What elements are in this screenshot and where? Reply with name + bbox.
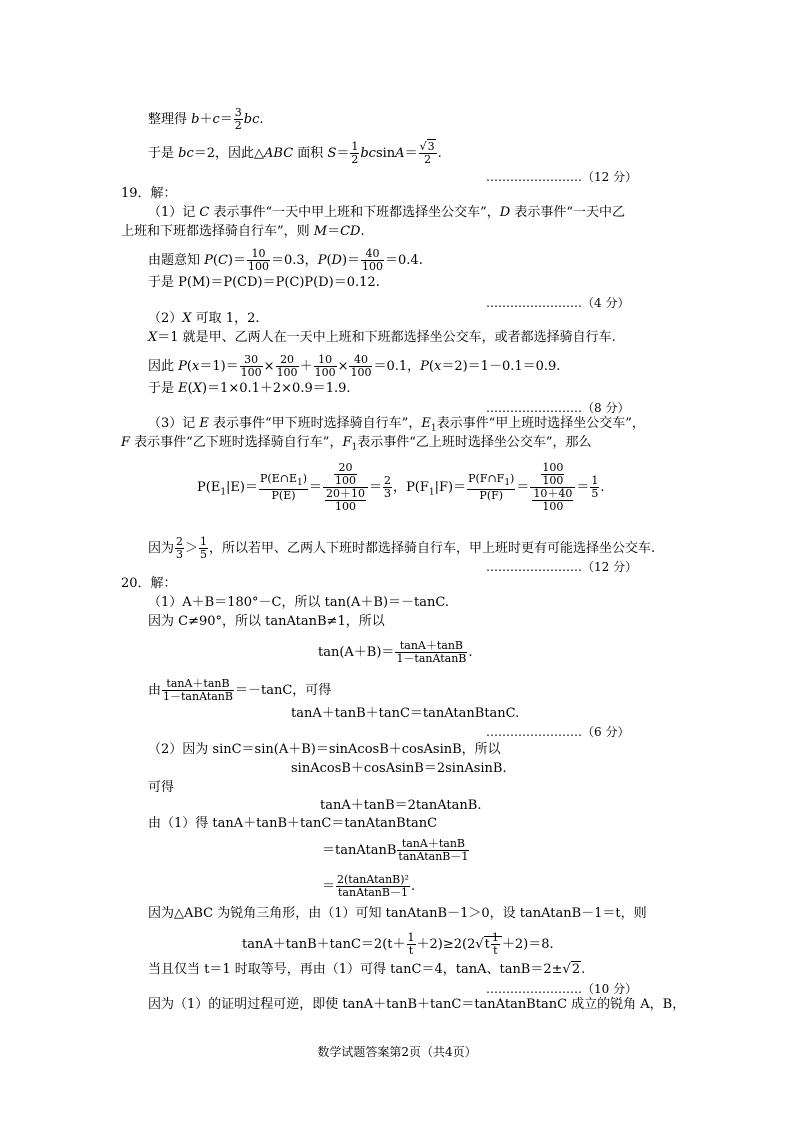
numerator: 20 bbox=[334, 462, 357, 475]
text: ＝－tanC，可得 bbox=[234, 683, 332, 698]
text: D bbox=[331, 253, 342, 268]
numerator: 10 bbox=[314, 354, 337, 367]
text: |E)＝ bbox=[226, 480, 258, 495]
fraction bbox=[395, 640, 467, 665]
display-formula bbox=[322, 874, 415, 899]
radicand: 3 bbox=[427, 140, 435, 153]
text: ＝ bbox=[516, 480, 530, 495]
denominator: 100 bbox=[362, 260, 384, 273]
numerator: 1 bbox=[351, 140, 359, 153]
text-line: 于是 P(M)＝P(CD)＝P(C)P(D)＝0.12. bbox=[148, 275, 380, 290]
text: （3）记 bbox=[148, 416, 200, 431]
text: ＝ bbox=[327, 224, 341, 239]
question-number: 19．解： bbox=[121, 186, 177, 201]
text: 表示事件“一天中甲上班和下班都选择坐公交车”， bbox=[209, 205, 500, 220]
denominator: 1－tanAtanB bbox=[396, 652, 467, 665]
numerator: 10＋40 bbox=[533, 487, 573, 500]
text: × bbox=[337, 359, 349, 374]
text: （2） bbox=[148, 311, 183, 326]
denominator: 3 bbox=[384, 487, 392, 500]
fraction bbox=[162, 678, 234, 703]
text: ＝ bbox=[576, 480, 590, 495]
text: 因为 bbox=[148, 541, 175, 556]
denominator: 3 bbox=[176, 548, 184, 561]
fraction bbox=[325, 488, 366, 513]
question-number: 20．解： bbox=[121, 576, 177, 591]
text-line bbox=[148, 416, 645, 437]
page-footer: 数学试题答案第2页（共4页） bbox=[317, 1045, 477, 1059]
text: bc bbox=[360, 146, 376, 161]
text-line: （1）A＋B＝180°－C，所以 tan(A＋B)＝－tanC. bbox=[148, 595, 449, 610]
text: （1）记 bbox=[148, 205, 200, 220]
fraction bbox=[276, 354, 299, 379]
text: ＋ bbox=[299, 359, 313, 374]
text: ， bbox=[393, 480, 407, 495]
numerator: 40 bbox=[361, 248, 384, 261]
numerator: 10 bbox=[247, 248, 270, 261]
fraction bbox=[314, 354, 337, 379]
denominator: 5 bbox=[591, 487, 599, 500]
text: 上班和下班都选择骑自行车”，则 bbox=[121, 224, 314, 239]
text: ，所以若甲、乙两人下班时都选择骑自行车，甲上班时更有可能选择坐公交车. bbox=[209, 541, 656, 556]
denominator: t bbox=[408, 944, 414, 957]
text-line bbox=[148, 141, 442, 166]
text: . bbox=[437, 146, 442, 161]
numerator: 20 bbox=[276, 354, 299, 367]
denominator: 100 bbox=[542, 500, 564, 513]
denominator: tanAtanB－1 bbox=[338, 886, 408, 899]
fraction bbox=[234, 107, 243, 132]
text: 整理得 bbox=[148, 112, 192, 127]
text: )＝ bbox=[341, 253, 361, 268]
text: . bbox=[468, 645, 473, 660]
text: P bbox=[317, 253, 327, 268]
denominator: 2 bbox=[234, 119, 242, 132]
text: ＝2，因此△ bbox=[193, 146, 265, 161]
fraction bbox=[590, 475, 599, 500]
display-formula bbox=[318, 640, 473, 665]
text: ＋2)≥2(2 bbox=[416, 937, 476, 952]
numerator: 20＋10 bbox=[326, 487, 366, 500]
fraction bbox=[419, 141, 437, 166]
text: D bbox=[499, 205, 511, 220]
compound-fraction bbox=[323, 462, 368, 513]
text: ABC bbox=[264, 146, 294, 161]
numerator: 1 bbox=[407, 931, 415, 944]
fraction bbox=[199, 536, 208, 561]
text: E bbox=[199, 416, 209, 431]
subscript: 1 bbox=[428, 487, 435, 498]
text: CD bbox=[340, 224, 361, 239]
text: × bbox=[263, 359, 275, 374]
text: 表示事件“一天中乙 bbox=[510, 205, 626, 220]
denominator: 100 bbox=[240, 366, 262, 379]
text-line bbox=[148, 311, 260, 327]
denominator: P(F) bbox=[479, 489, 504, 503]
score-marker: ……………………（8 分） bbox=[486, 401, 630, 415]
numerator: 2(tanAtanB)² bbox=[337, 873, 409, 886]
text-line bbox=[121, 224, 365, 240]
text: X bbox=[192, 381, 202, 396]
display-formula: tanA＋tanB＋tanC＝2(t＋ $\frac{1}{t}$ ＋2)≥2(2√t $\frac{1}{t}$ ＋2)＝8. bbox=[242, 931, 554, 957]
numerator bbox=[323, 462, 368, 488]
fraction bbox=[350, 141, 359, 166]
numerator: 1 bbox=[491, 931, 499, 944]
fraction bbox=[383, 475, 392, 500]
denominator bbox=[323, 488, 368, 513]
text: P bbox=[420, 359, 429, 374]
fraction bbox=[361, 248, 384, 273]
score-marker: ……………………（10 分） bbox=[486, 982, 638, 996]
denominator: P(E) bbox=[271, 489, 296, 503]
text-line bbox=[148, 354, 560, 379]
subscript: 1 bbox=[351, 442, 358, 453]
fraction bbox=[532, 488, 573, 513]
denominator bbox=[530, 488, 575, 513]
fraction bbox=[240, 354, 263, 379]
text: c bbox=[212, 112, 220, 127]
denominator: 100 bbox=[542, 474, 564, 487]
text: E bbox=[421, 416, 431, 431]
fraction bbox=[491, 932, 500, 957]
fraction bbox=[259, 473, 308, 502]
text: tan(A＋B)＝ bbox=[318, 645, 395, 660]
score-marker: ……………………（4 分） bbox=[486, 296, 630, 310]
denominator: 100 bbox=[335, 500, 357, 513]
text: ＝0.4. bbox=[385, 253, 423, 268]
display-formula: tanA＋tanB＝2tanAtanB. bbox=[320, 798, 482, 813]
text: 因此 bbox=[148, 359, 179, 374]
text: . bbox=[259, 112, 264, 127]
text: ( bbox=[326, 253, 332, 268]
numerator bbox=[467, 473, 515, 490]
numerator bbox=[530, 462, 575, 488]
denominator: tanAtanB－1 bbox=[398, 850, 469, 863]
display-formula bbox=[322, 838, 470, 863]
text: ＝ bbox=[336, 146, 350, 161]
numerator bbox=[259, 473, 308, 490]
text: ＞ bbox=[185, 541, 199, 556]
text: X bbox=[148, 330, 158, 345]
text: P(F bbox=[406, 480, 429, 495]
subscript: 1 bbox=[220, 487, 227, 498]
text-line bbox=[148, 205, 625, 221]
text: 由 bbox=[148, 683, 162, 698]
text: 表示事件“甲上班时选择坐公交车”， bbox=[436, 416, 645, 431]
text: ( bbox=[428, 359, 434, 374]
text: )＝1×0.1＋2×0.9＝1.9. bbox=[201, 381, 351, 396]
text-line bbox=[148, 678, 331, 703]
text: 于是 bbox=[148, 146, 179, 161]
denominator: 5 bbox=[200, 548, 208, 561]
text: P bbox=[178, 359, 187, 374]
numerator: 2 bbox=[176, 535, 184, 548]
text-line: 因为 C≠90°，所以 tanAtanB≠1，所以 bbox=[148, 614, 385, 629]
display-formula: tanA＋tanB＋tanC＝tanAtanBtanC. bbox=[291, 706, 520, 721]
text: 表示事件“乙上班时选择坐公交车”，那么 bbox=[357, 435, 592, 450]
compound-fraction bbox=[530, 462, 575, 513]
numerator: tanA＋tanB bbox=[162, 678, 234, 691]
text: ＝1 就是甲、乙两人在一天中上班和下班都选择坐公交车，或者都选择骑自行车. bbox=[157, 330, 616, 345]
display-formula: sinAcosB＋cosAsinB＝2sinAsinB. bbox=[291, 761, 507, 776]
text: b bbox=[191, 112, 200, 127]
subscript: 1 bbox=[430, 423, 437, 434]
text: ＝ bbox=[219, 112, 233, 127]
numerator: 3 bbox=[234, 106, 242, 119]
text: t bbox=[484, 937, 490, 952]
text: . bbox=[360, 224, 365, 239]
text: ) bbox=[510, 471, 515, 485]
text: S bbox=[327, 146, 337, 161]
denominator: 2 bbox=[424, 153, 432, 166]
fraction bbox=[467, 473, 515, 502]
denominator: 100 bbox=[276, 366, 298, 379]
text: ＋2)＝8. bbox=[501, 937, 554, 952]
subscript: 1 bbox=[504, 478, 511, 489]
radicand bbox=[484, 931, 502, 957]
denominator: t bbox=[493, 944, 498, 957]
text: ＝ bbox=[322, 879, 336, 894]
text-line: 由（1）得 tanA＋tanB＋tanC＝tanAtanBtanC bbox=[148, 816, 438, 831]
text: P(E bbox=[197, 480, 221, 495]
text: bc bbox=[178, 146, 194, 161]
fraction bbox=[247, 248, 270, 273]
denominator: 100 bbox=[314, 366, 336, 379]
numerator: 2 bbox=[384, 474, 392, 487]
text: x bbox=[434, 359, 442, 374]
denominator: 100 bbox=[335, 474, 357, 487]
text: sin bbox=[375, 146, 396, 161]
text: ( bbox=[186, 359, 192, 374]
numerator: tanA＋tanB bbox=[395, 640, 467, 653]
radicand: 2 bbox=[571, 962, 581, 977]
text: 面积 bbox=[293, 146, 328, 161]
text: ＋ bbox=[199, 112, 213, 127]
text-line: 因为（1）的证明过程可逆，即使 tanA＋tanB＋tanC＝tanAtanBtanC 成立的锐角 A，B， bbox=[148, 997, 686, 1012]
text: E bbox=[178, 381, 188, 396]
text: F bbox=[121, 435, 131, 450]
text: ＝0.3， bbox=[271, 253, 318, 268]
text-line bbox=[148, 330, 616, 346]
text: tanA＋tanB＋tanC＝2(t＋ bbox=[242, 937, 406, 952]
fraction bbox=[175, 536, 184, 561]
fraction bbox=[334, 462, 357, 487]
text: . bbox=[600, 480, 605, 495]
text: P bbox=[204, 253, 213, 268]
text: 表示事件“乙下班时选择骑自行车”， bbox=[130, 435, 343, 450]
text: ( bbox=[212, 253, 218, 268]
numerator: 1 bbox=[591, 474, 599, 487]
numerator: 100 bbox=[542, 461, 564, 474]
denominator: 100 bbox=[350, 366, 372, 379]
text-line: （2）因为 sinC＝sin(A＋B)＝sinAcosB＋cosAsinB，所以 bbox=[148, 742, 501, 757]
text: ＝0.1， bbox=[373, 359, 421, 374]
text-line bbox=[121, 435, 592, 456]
text: ) bbox=[302, 471, 308, 485]
score-marker: ……………………（12 分） bbox=[486, 170, 638, 184]
text: P(F∩F bbox=[468, 471, 505, 485]
text: ＝ bbox=[369, 480, 383, 495]
text: |F)＝ bbox=[434, 480, 467, 495]
text: bc bbox=[243, 112, 260, 127]
score-marker: ……………………（12 分） bbox=[486, 560, 638, 574]
text-line: 可得 bbox=[148, 780, 175, 795]
numerator: 30 bbox=[240, 354, 263, 367]
text: ＝tanAtanB bbox=[322, 843, 397, 858]
numerator: 40 bbox=[349, 354, 372, 367]
text-line bbox=[148, 381, 351, 397]
text: ＝2)＝1－0.1＝0.9. bbox=[441, 359, 561, 374]
text: A bbox=[395, 146, 405, 161]
text-line: 因为△ABC 为锐角三角形，由（1）可知 tanAtanB－1＞0，设 tanAtanB－1＝t，则 bbox=[148, 906, 647, 921]
text: F bbox=[342, 435, 352, 450]
text-line bbox=[148, 248, 423, 273]
text: 表示事件“甲下班时选择骑自行车”， bbox=[208, 416, 422, 431]
numerator: tanA＋tanB bbox=[397, 838, 469, 851]
text: ＝ bbox=[404, 146, 418, 161]
fraction bbox=[397, 838, 469, 863]
text: P(E∩E bbox=[260, 471, 297, 485]
text: ( bbox=[187, 381, 193, 396]
display-formula bbox=[197, 462, 605, 513]
denominator: 100 bbox=[248, 260, 269, 273]
numerator: √3 bbox=[419, 140, 435, 153]
text: . bbox=[581, 962, 586, 977]
text-line: 当且仅当 t＝1 时取等号，再由（1）可得 tanC＝4，tanA、tanB＝2±√2. bbox=[148, 962, 586, 977]
text: 于是 bbox=[148, 381, 179, 396]
text: x bbox=[191, 359, 200, 374]
fraction bbox=[349, 354, 372, 379]
denominator: 1－tanAtanB bbox=[163, 690, 233, 703]
fraction bbox=[407, 932, 416, 957]
text: 由题意知 bbox=[148, 253, 205, 268]
text: 可取 1，2. bbox=[191, 311, 260, 326]
subscript: 1 bbox=[296, 478, 303, 489]
denominator: 2 bbox=[351, 153, 359, 166]
text: ＝1)＝ bbox=[199, 359, 239, 374]
text: M bbox=[313, 224, 328, 239]
text: C bbox=[199, 205, 210, 220]
text: X bbox=[182, 311, 192, 326]
text-line bbox=[148, 107, 264, 132]
numerator: 1 bbox=[200, 535, 208, 548]
text: )＝ bbox=[227, 253, 246, 268]
text: ＝ bbox=[309, 480, 323, 495]
fraction bbox=[541, 462, 564, 487]
score-marker: ……………………（6 分） bbox=[486, 725, 630, 739]
text: C bbox=[217, 253, 228, 268]
text: 当且仅当 t＝1 时取等号，再由（1）可得 tanC＝4，tanA、tanB＝2± bbox=[148, 962, 563, 977]
text: . bbox=[410, 879, 416, 894]
fraction bbox=[336, 874, 410, 899]
